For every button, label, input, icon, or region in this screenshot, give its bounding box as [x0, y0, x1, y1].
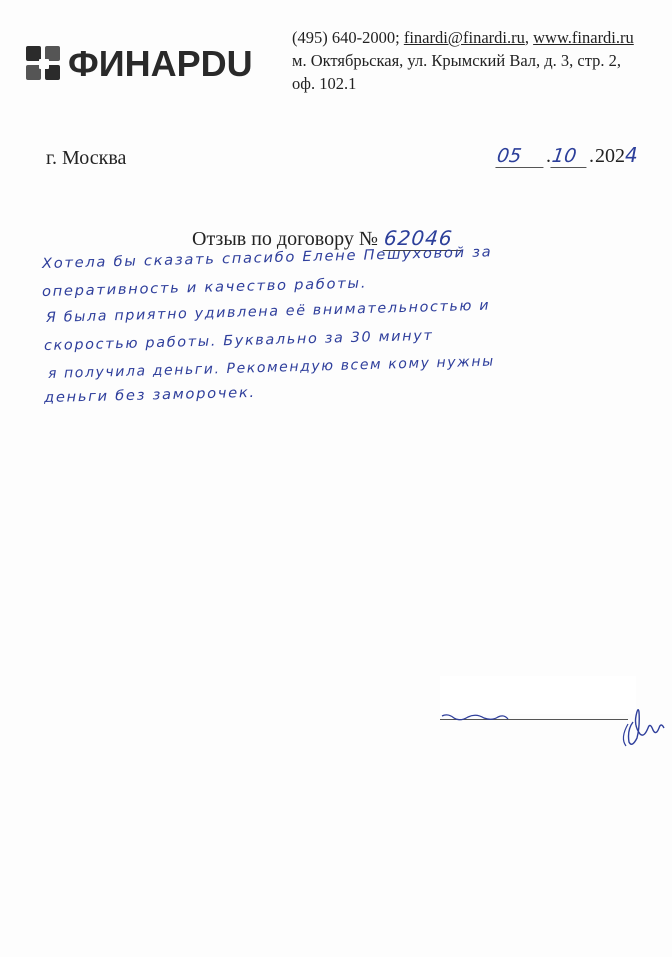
company-logo	[26, 44, 253, 84]
phone-text: (495) 640-2000;	[292, 28, 404, 47]
email-link[interactable]: finardi@finardi.ru	[403, 28, 525, 47]
city-label: г. Москва	[46, 147, 127, 169]
date-month: 10	[550, 145, 589, 168]
review-line: Я была приятно удивлена её внимательностью и	[45, 297, 491, 326]
contact-block	[292, 26, 634, 95]
separator: ,	[524, 28, 534, 47]
review-line: скоростью работы. Буквально за 30 минут	[43, 327, 434, 354]
date-year-prefix: 202	[595, 145, 625, 167]
contract-number: 62046	[383, 226, 466, 251]
review-line: оперативность и качество работы.	[41, 275, 368, 300]
website-link[interactable]: www.finardi.ru	[533, 28, 634, 47]
review-line: деньги без заморочек.	[43, 384, 256, 406]
title-prefix: Отзыв по договору №	[192, 228, 378, 250]
review-line: Хотела бы сказать спасибо Елене Пешуховой за	[41, 244, 493, 272]
handwritten-signature	[438, 704, 672, 752]
review-line: я получила деньги. Рекомендую всем кому нужны	[47, 353, 496, 382]
contact-line-1	[292, 26, 634, 49]
date-day: 05	[495, 145, 546, 168]
date-year-last: 4	[625, 143, 638, 167]
logo-wordmark: ФИНАРDU	[68, 43, 253, 84]
address-line: м. Октябрьская, ул. Крымский Вал, д. 3, стр. 2,	[292, 51, 622, 70]
document-date: 05 . 10 . 202 4	[495, 143, 638, 167]
logo-squares-icon	[26, 46, 62, 82]
office-line: оф. 102.1	[292, 74, 357, 93]
